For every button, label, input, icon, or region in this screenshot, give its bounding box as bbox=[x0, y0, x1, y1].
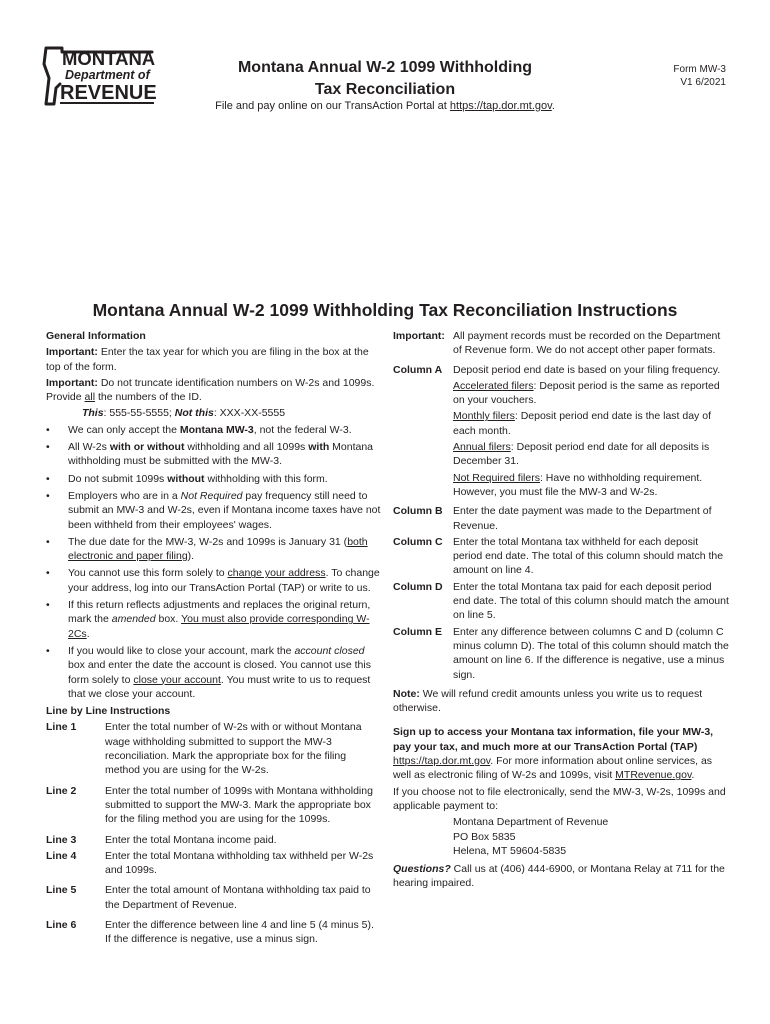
file-online-note bbox=[150, 100, 620, 112]
form-title-line1: Montana Annual W-2 1099 Withholding bbox=[237, 59, 533, 76]
file-online-end: . bbox=[551, 100, 555, 112]
important-tax-year: Important: Enter the tax year for which you are filing in the box at the top of the form. bbox=[46, 346, 369, 373]
general-bullets bbox=[46, 423, 381, 701]
refund-note: Note: We will refund credit amounts unless you write us to request otherwise. bbox=[393, 687, 703, 715]
list-item: • If you would like to close your account, mark the account closed box and enter the date the account is closed. You cannot use this form solely to close your account. You must write to us to request that we close your account. bbox=[46, 644, 371, 700]
line-3-row: Line 3 Enter the total Montana income paid. bbox=[46, 833, 277, 846]
line-instructions bbox=[46, 720, 381, 946]
form-title bbox=[205, 57, 565, 101]
left-column bbox=[46, 329, 381, 949]
column-a-row: Column A Deposit period end date is based on your filing frequency. Accelerated filers: Deposit period is the same as reported on your vouchers. Monthly filers: Deposit period end date is the last day of each month. Annual filers: Deposit period end date for all deposits is December 31. Not Required filers: Have no withholding requirement. However, you must file the MW-3 and W-2s. bbox=[393, 363, 729, 502]
line-by-line-heading: Line by Line Instructions bbox=[46, 705, 171, 718]
form-id bbox=[660, 63, 726, 89]
tap-link[interactable]: https://tap.dor.mt.gov bbox=[393, 755, 491, 768]
form-title-line2: Tax Reconciliation bbox=[314, 81, 456, 98]
montana-dor-logo bbox=[40, 44, 160, 106]
important-id-numbers: Important: Do not truncate identification numbers on W-2s and 1099s. Provide all the numbers of the ID. bbox=[46, 376, 375, 404]
logo-line2: Department of bbox=[65, 68, 150, 82]
mtrevenue-link[interactable]: MTRevenue.gov bbox=[615, 769, 692, 782]
form-number: Form MW-3 bbox=[673, 64, 726, 75]
file-online-text: File and pay online on our TransAction Portal at bbox=[215, 100, 450, 112]
right-column bbox=[393, 329, 729, 893]
not-required-filers: Not Required filers: Have no withholding requirement. However, you must file the MW-3 and W-2s. bbox=[453, 471, 703, 498]
column-d-row: Column D Enter the total Montana tax paid for each deposit period end date. The total of this column should match the amount on line 5. bbox=[393, 580, 729, 622]
address-line-2: PO Box 5835 bbox=[453, 830, 516, 843]
list-item: • Do not submit 1099s without withholding with this form. bbox=[46, 472, 328, 485]
column-e-row: Column E Enter any difference between columns C and D (column C minus column D). The total of this column should match the amount on line 6. If the difference is negative, use a minus sign. bbox=[393, 625, 729, 681]
form-version: V1 6/2021 bbox=[680, 77, 726, 88]
address-line-3: Helena, MT 59604-5835 bbox=[453, 844, 567, 857]
questions-paragraph: Questions? Call us at (406) 444-6900, or Montana Relay at 711 for the hearing impaired. bbox=[393, 863, 725, 890]
annual-filers: Annual filers: Deposit period end date for all deposits is December 31. bbox=[453, 441, 710, 468]
list-item: • Employers who are in a Not Required pay frequency still need to submit an MW-3 and W-2s, even if Montana income taxes have not been withheld from their employees' wages. bbox=[46, 489, 381, 531]
list-item: • All W-2s with or without withholding and all 1099s with Montana withholding must be submitted with the MW-3. bbox=[46, 441, 374, 468]
monthly-filers: Monthly filers: Deposit period end date is the last day of each month. bbox=[453, 410, 711, 437]
logo-line1: MONTANA bbox=[62, 48, 156, 69]
column-b-row: Column B Enter the date payment was made to the Department of Revenue. bbox=[393, 505, 712, 532]
logo-line3: REVENUE bbox=[60, 82, 157, 104]
line-5-row: Line 5 Enter the total amount of Montana withholding tax paid to the Department of Revenue. bbox=[46, 884, 371, 911]
important-payment-records: Important: All payment records must be recorded on the Department of Revenue form. We do not accept other paper formats. bbox=[393, 330, 721, 357]
line-1-row: Line 1 Enter the total number of W-2s with or without Montana wage withholding submitted to support the MW-3 reconciliation. Mark the appropriate box for the filing method you are using for the W-2s. bbox=[46, 721, 362, 777]
list-item: • The due date for the MW-3, W-2s and 1099s is January 31 (both electronic and paper filing). bbox=[46, 535, 368, 563]
tap-portal-link[interactable]: https://tap.dor.mt.gov bbox=[449, 100, 552, 112]
line-6-row: Line 6 Enter the difference between line 4 and line 5 (4 minus 5). If the difference is negative, use a minus sign. bbox=[46, 918, 374, 946]
address-line-1: Montana Department of Revenue bbox=[453, 816, 609, 829]
signup-paragraph: Sign up to access your Montana tax information, file your MW-3, pay your tax, and much more at our TransAction Portal (TAP) https://tap.dor.mt.gov. For more information about online services, as well as electronic filing of W-2s and 1099s, visit MTRevenue.gov. bbox=[393, 726, 714, 782]
general-info-heading: General Information bbox=[46, 330, 146, 342]
list-item: • If this return reflects adjustments and replaces the original return, mark the amended box. You must also provide corresponding W-2Cs. bbox=[46, 599, 371, 640]
mailing-address bbox=[393, 815, 729, 858]
id-example: This: 555-55-5555; Not this: XXX-XX-5555 bbox=[81, 407, 286, 420]
list-item: • You cannot use this form solely to change your address. To change your address, log into our TransAction Portal (TAP) or write to us. bbox=[46, 567, 380, 594]
line-4-row: Line 4 Enter the total Montana withholding tax withheld per W-2s and 1099s. bbox=[46, 849, 374, 877]
accelerated-filers: Accelerated filers: Deposit period is the same as reported on your vouchers. bbox=[453, 379, 720, 407]
line-2-row: Line 2 Enter the total number of 1099s with Montana withholding submitted to support the MW-3. Mark the appropriate box for the filing method you are using for the 1099s. bbox=[46, 784, 373, 826]
list-item: • We can only accept the Montana MW-3, not the federal W-3. bbox=[46, 423, 352, 436]
column-c-row: Column C Enter the total Montana tax withheld for each deposit period end date. The total of this column should match the amount on line 4. bbox=[393, 535, 724, 577]
instructions-title: Montana Annual W-2 1099 Withholding Tax Reconciliation Instructions bbox=[92, 300, 678, 320]
paper-filing-text: If you choose not to file electronically, send the MW-3, W-2s, 1099s and applicable payment to: bbox=[393, 785, 726, 812]
